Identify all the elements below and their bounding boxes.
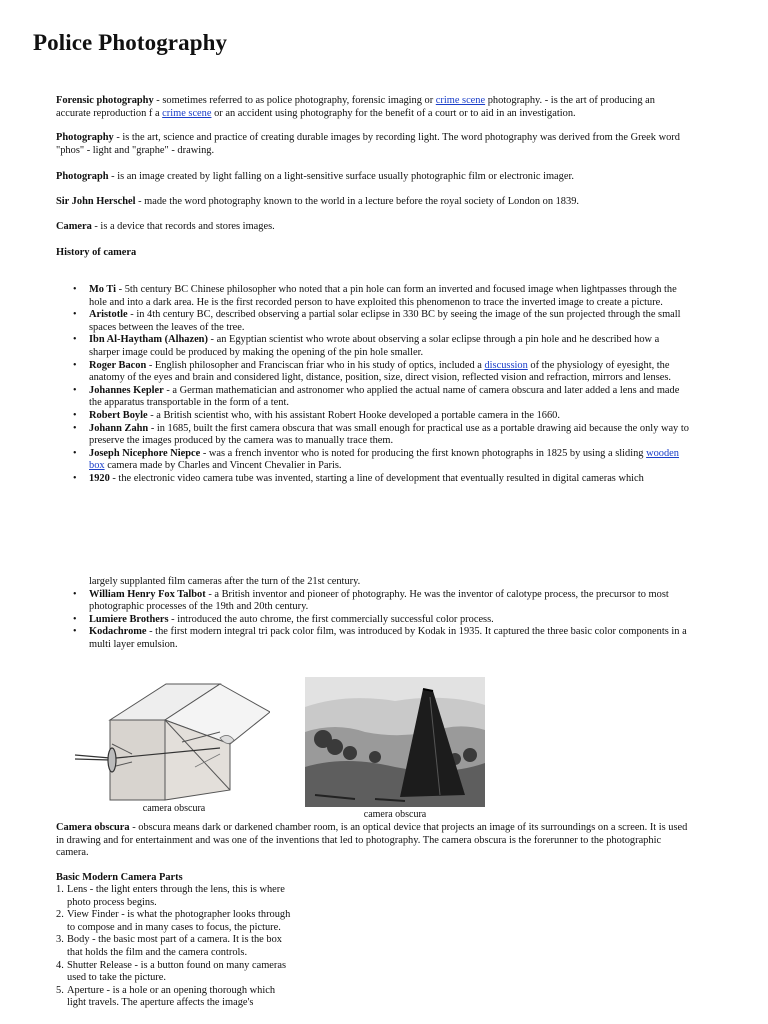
term: Camera obscura bbox=[56, 822, 130, 833]
list-item bbox=[56, 626, 690, 651]
definition-text: or an accident using photography for the benefit of a court or to aid in an investigation. bbox=[211, 107, 576, 119]
list-item bbox=[56, 334, 690, 359]
definition-photography bbox=[56, 132, 690, 157]
bullet-icon: • bbox=[73, 613, 77, 625]
term: Joseph Nicephore Niepce bbox=[89, 447, 201, 459]
history-list-continued bbox=[56, 576, 690, 652]
definition-forensic-photography bbox=[56, 95, 690, 120]
list-item-text: - was a french inventor who is noted for producing the first known photographs in 1825 by using a sliding bbox=[200, 447, 647, 459]
list-item-text: - introduced the auto chrome, the first commercially successful color process. bbox=[168, 613, 494, 625]
term: William Henry Fox Talbot bbox=[89, 588, 206, 600]
term: Sir John Herschel bbox=[56, 196, 136, 207]
definition-text: - sometimes referred to as police photography, forensic imaging or bbox=[153, 95, 436, 106]
list-item-text: - a British inventor and pioneer of photography. He was the inventor of calotype process, the precursor to most photographic processes of the 19th and 20th century. bbox=[89, 588, 669, 613]
list-item bbox=[56, 385, 690, 410]
list-item bbox=[56, 360, 690, 385]
list-item bbox=[56, 423, 690, 448]
definition-text: - obscura means dark or darkened chamber room, is an optical device that projects an image of its surroundings on a screen. It is used in drawing and for entertainment and was one of the inventions that led to photography. The camera obscura is the forerunner to the photographic camera. bbox=[56, 822, 688, 859]
list-item bbox=[56, 589, 690, 614]
list-item bbox=[56, 284, 690, 309]
camera-obscura-diagram-drawing bbox=[70, 672, 270, 802]
list-item bbox=[56, 960, 296, 985]
heading-text: Basic Modern Camera Parts bbox=[56, 872, 183, 883]
definition-camera bbox=[56, 221, 690, 234]
term: Photograph bbox=[56, 171, 109, 182]
list-item bbox=[56, 309, 690, 334]
list-number: 1. bbox=[56, 884, 64, 895]
inline-link[interactable]: discussion bbox=[484, 359, 528, 371]
parts-heading bbox=[56, 872, 690, 885]
list-item bbox=[56, 614, 690, 627]
list-item-text: - the electronic video camera tube was invented, starting a line of development that eventually resulted in digital cameras which bbox=[109, 472, 644, 484]
list-item-text: Aperture - is a hole or an opening thorough which light travels. The aperture affects the image's bbox=[67, 984, 276, 1009]
term: Mo Ti bbox=[89, 284, 117, 295]
term: Ibn Al-Haytham (Alhazen) bbox=[89, 334, 208, 346]
term: Aristotle bbox=[89, 309, 128, 321]
list-number: 3. bbox=[56, 934, 64, 946]
definition-text: photography. - is the art of producing an accurate reproduction f a bbox=[56, 95, 655, 119]
bullet-icon: • bbox=[73, 309, 77, 321]
term: 1920 bbox=[89, 472, 110, 484]
page-title: Police Photography bbox=[33, 30, 228, 55]
definition-herschel bbox=[56, 196, 690, 209]
bullet-icon: • bbox=[73, 409, 77, 421]
term: Camera bbox=[56, 221, 92, 232]
term: Photography bbox=[56, 132, 114, 143]
list-item-text: View Finder - is what the photographer looks through to compose and in many cases to focus, the picture. bbox=[67, 909, 291, 933]
history-list bbox=[56, 284, 690, 486]
term: Johannes Kepler bbox=[89, 384, 164, 396]
list-item bbox=[56, 985, 296, 1010]
list-item bbox=[56, 934, 296, 959]
list-item-text: Lens - the light enters through the lens, this is where photo process begins. bbox=[67, 884, 285, 908]
inline-link[interactable]: wooden box bbox=[89, 447, 679, 472]
term: Robert Boyle bbox=[89, 409, 148, 421]
list-item-text: - a German mathematician and astronomer who applied the actual name of camera obscura and later added a lens and made the apparatus transportable in the form of a tent. bbox=[89, 384, 680, 409]
list-number: 2. bbox=[56, 909, 64, 921]
bullet-icon: • bbox=[73, 359, 77, 371]
list-number: 4. bbox=[56, 959, 64, 971]
list-item-text: - the first modern integral tri pack color film, was introduced by Kodak in 1935. It captured the three basic color components in a multi layer emulsion. bbox=[89, 626, 687, 650]
bullet-icon: • bbox=[73, 334, 77, 346]
list-item-text: largely supplanted film cameras after the turn of the 21st century. bbox=[89, 576, 361, 587]
list-number: 5. bbox=[56, 984, 64, 996]
list-item-text: - English philosopher and Franciscan friar who in his study of optics, included a bbox=[146, 359, 485, 371]
definition-text: - is the art, science and practice of creating durable images by recording light. The word photography was derived from the Greek word "phos" - light and "graphe" - drawing. bbox=[56, 132, 680, 156]
term: Forensic photography bbox=[56, 95, 154, 106]
figure-caption-left: camera obscura bbox=[142, 803, 206, 814]
crime-scene-link[interactable]: crime scene bbox=[162, 107, 212, 119]
term: Kodachrome bbox=[89, 626, 147, 638]
definition-text: - made the word photography known to the world in a lecture before the royal society of London on 1839. bbox=[135, 196, 579, 207]
definition-text: - is an image created by light falling on a light-sensitive surface usually photographic film or electronic imager. bbox=[108, 171, 574, 182]
list-item-text: - in 1685, built the first camera obscura that was small enough for practical use as a portable drawing aid because the only way to preserve the images produced by the camera was to manually trace them. bbox=[89, 422, 689, 447]
list-item bbox=[56, 884, 296, 909]
list-item-text: - a British scientist who, with his assistant Robert Hooke developed a portable camera in the 1660. bbox=[147, 409, 560, 421]
bullet-icon: • bbox=[73, 422, 77, 434]
term: Lumiere Brothers bbox=[89, 613, 169, 625]
camera-obscura-engraving bbox=[305, 677, 485, 807]
list-item bbox=[56, 410, 690, 423]
crime-scene-link[interactable]: crime scene bbox=[435, 95, 486, 106]
list-item-text: Body - the basic most part of a camera. It is the box that holds the film and the camera controls. bbox=[67, 934, 282, 958]
camera-obscura-description bbox=[56, 822, 696, 860]
bullet-icon: • bbox=[73, 447, 77, 459]
heading-text: History of camera bbox=[56, 247, 137, 258]
camera-obscura-diagram bbox=[70, 672, 270, 802]
definition-photograph bbox=[56, 171, 690, 184]
bullet-icon: • bbox=[73, 284, 77, 295]
history-heading bbox=[56, 247, 690, 260]
list-item-text: camera made by Charles and Vincent Chevalier in Paris. bbox=[104, 460, 342, 472]
list-item bbox=[56, 909, 296, 934]
bullet-icon: • bbox=[73, 626, 77, 638]
bullet-icon: • bbox=[73, 472, 77, 484]
term: Johann Zahn bbox=[89, 422, 149, 434]
list-item-text: - in 4th century BC, described observing a partial solar eclipse in 330 BC by seeing the image of the sun projected through the small spaces between the leaves of the tree. bbox=[89, 309, 681, 333]
figure-caption-right: camera obscura bbox=[363, 809, 427, 820]
list-item-text: - 5th century BC Chinese philosopher who noted that a pin hole can form an inverted and focused image when lightpasses through the hole and into a dark area. He is the first recorded person to have exploited this phenomenon to trace the inverted image to create a picture. bbox=[89, 284, 677, 308]
camera-parts-list bbox=[56, 884, 296, 1010]
list-item bbox=[56, 576, 690, 589]
term: Roger Bacon bbox=[89, 359, 147, 371]
list-item-text: - an Egyptian scientist who wrote about observing a solar eclipse through a pin hole and he described how a sharper image could be produced by making the opening of the pin hole smaller. bbox=[89, 334, 660, 358]
bullet-icon: • bbox=[73, 588, 77, 600]
list-item-text: Shutter Release - is a button found on many cameras used to take the picture. bbox=[67, 959, 287, 984]
definition-text: - is a device that records and stores images. bbox=[91, 221, 275, 232]
bullet-icon: • bbox=[73, 384, 77, 396]
list-item bbox=[56, 448, 690, 473]
list-item bbox=[56, 473, 690, 486]
camera-obscura-engraving-drawing bbox=[305, 677, 485, 807]
list-item-text: of the physiology of eyesight, the anatomy of the eyes and brain and considered light, distance, position, size, direct vision, reflected vision and refraction, mirrors and lenses. bbox=[89, 359, 671, 384]
